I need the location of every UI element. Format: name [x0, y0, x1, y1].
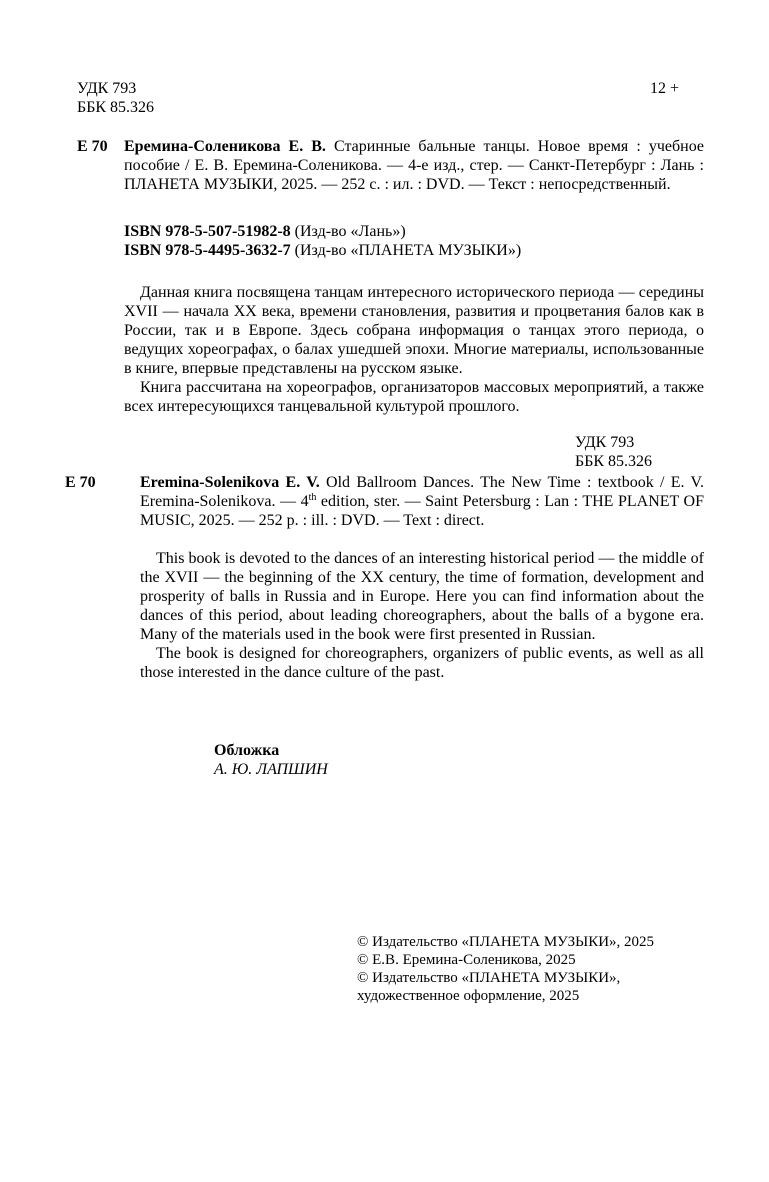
- cover-credit: [214, 741, 328, 779]
- annotation-ru-paragraph-1: Данная книга посвящена танцам интересного исторического периода — середины XVII — начала XX века, времени становления, развития и процветания балов как в России, так и в Европе. Здесь собрана информация о танцах этого периода, о ведущих хореографах, о балах ушедшей эпохи. Многие материалы, использованные в книге, впервые представлены на русском языке.: [124, 284, 704, 377]
- isbn-line-1: [124, 222, 704, 241]
- isbn-publisher-1: (Изд-во «Лань»): [294, 223, 406, 240]
- bibliographic-record-en: [140, 473, 704, 530]
- cover-designer: А. Ю. ЛАПШИН: [214, 761, 328, 778]
- copyright-block: [357, 933, 654, 1005]
- record-text-en-b: edition, ster. — Saint Petersburg : Lan : THE PLANET OF MUSIC, 2025. — 252 p. : ill. : DVD. — Text : direct.: [140, 493, 705, 529]
- edition-superscript: th: [308, 492, 317, 503]
- copyright-line-3: © Издательство «ПЛАНЕТА МУЗЫКИ»,: [357, 970, 621, 986]
- annotation-en-paragraph-1: This book is devoted to the dances of an interesting historical period — the middle of the XVII — the beginning of the XX century, the time of formation, development and prosperity of balls in Russia and in Europe. Here you can find information about the dances of this period, about leading choreographers, about the balls of a bygone era. Many of the materials used in the book were first presented in Russian.: [140, 550, 704, 643]
- author-name-en: Eremina-Solenikova E. V.: [140, 474, 320, 491]
- copyright-line-4: художественное оформление, 2025: [357, 988, 580, 1004]
- author-mark-en: E 70: [65, 474, 96, 491]
- bbk-code: ББК 85.326: [77, 99, 155, 116]
- record-text-en-a: Old Ballroom Dances. The New Time : textbook / E. V. Eremina-Solenikova. — 4: [140, 474, 705, 510]
- isbn-block: [124, 222, 704, 260]
- author-name-ru: Еремина-Солеников​а Е. В.: [124, 138, 326, 155]
- bbk-code-en: ББК 85.326: [575, 453, 653, 470]
- cover-label: Обложка: [214, 742, 280, 759]
- isbn-publisher-2: (Изд-во «ПЛАНЕТА МУЗЫКИ»): [294, 242, 522, 259]
- age-rating: 12 +: [650, 80, 680, 97]
- udk-block: [77, 79, 154, 117]
- annotation-ru-paragraph-2: Книга рассчитана на хореографов, организаторов массовых мероприятий, а также всех интересующихся танцевальной культурой прошлого.: [124, 379, 704, 415]
- isbn-line-2: [124, 241, 704, 260]
- isbn-number-2: ISBN 978-5-4495-3632-7: [124, 242, 291, 259]
- copyright-line-2: © Е.В. Еремина-Соленикова, 2025: [357, 952, 576, 968]
- copyright-line-1: © Издательство «ПЛАНЕТА МУЗЫКИ», 2025: [357, 934, 655, 950]
- udk-code: УДК 793: [77, 80, 137, 97]
- annotation-en-paragraph-2: The book is designed for choreographers, organizers of public events, as well as all those interested in the dance culture of the past.: [140, 645, 704, 681]
- record-description-ru: Старинные бальные танцы. Новое время : учебное пособие / Е. В. Еремина-Соленикова. — 4-е изд., стер. — Санкт-Петербург : Лань : ПЛАНЕТА МУЗЫКИ, 2025. — 252 с. : ил. : DVD. — Текст : непосредственный.: [124, 138, 705, 193]
- isbn-number-1: ISBN 978-5-507-51982-8: [124, 223, 291, 240]
- udk-block-en: [575, 433, 652, 471]
- annotation-en: [140, 549, 704, 682]
- author-mark-ru: Е 70: [77, 138, 108, 155]
- bibliographic-record-ru: [124, 137, 704, 194]
- udk-code-en: УДК 793: [575, 434, 635, 451]
- annotation-ru: [124, 283, 704, 416]
